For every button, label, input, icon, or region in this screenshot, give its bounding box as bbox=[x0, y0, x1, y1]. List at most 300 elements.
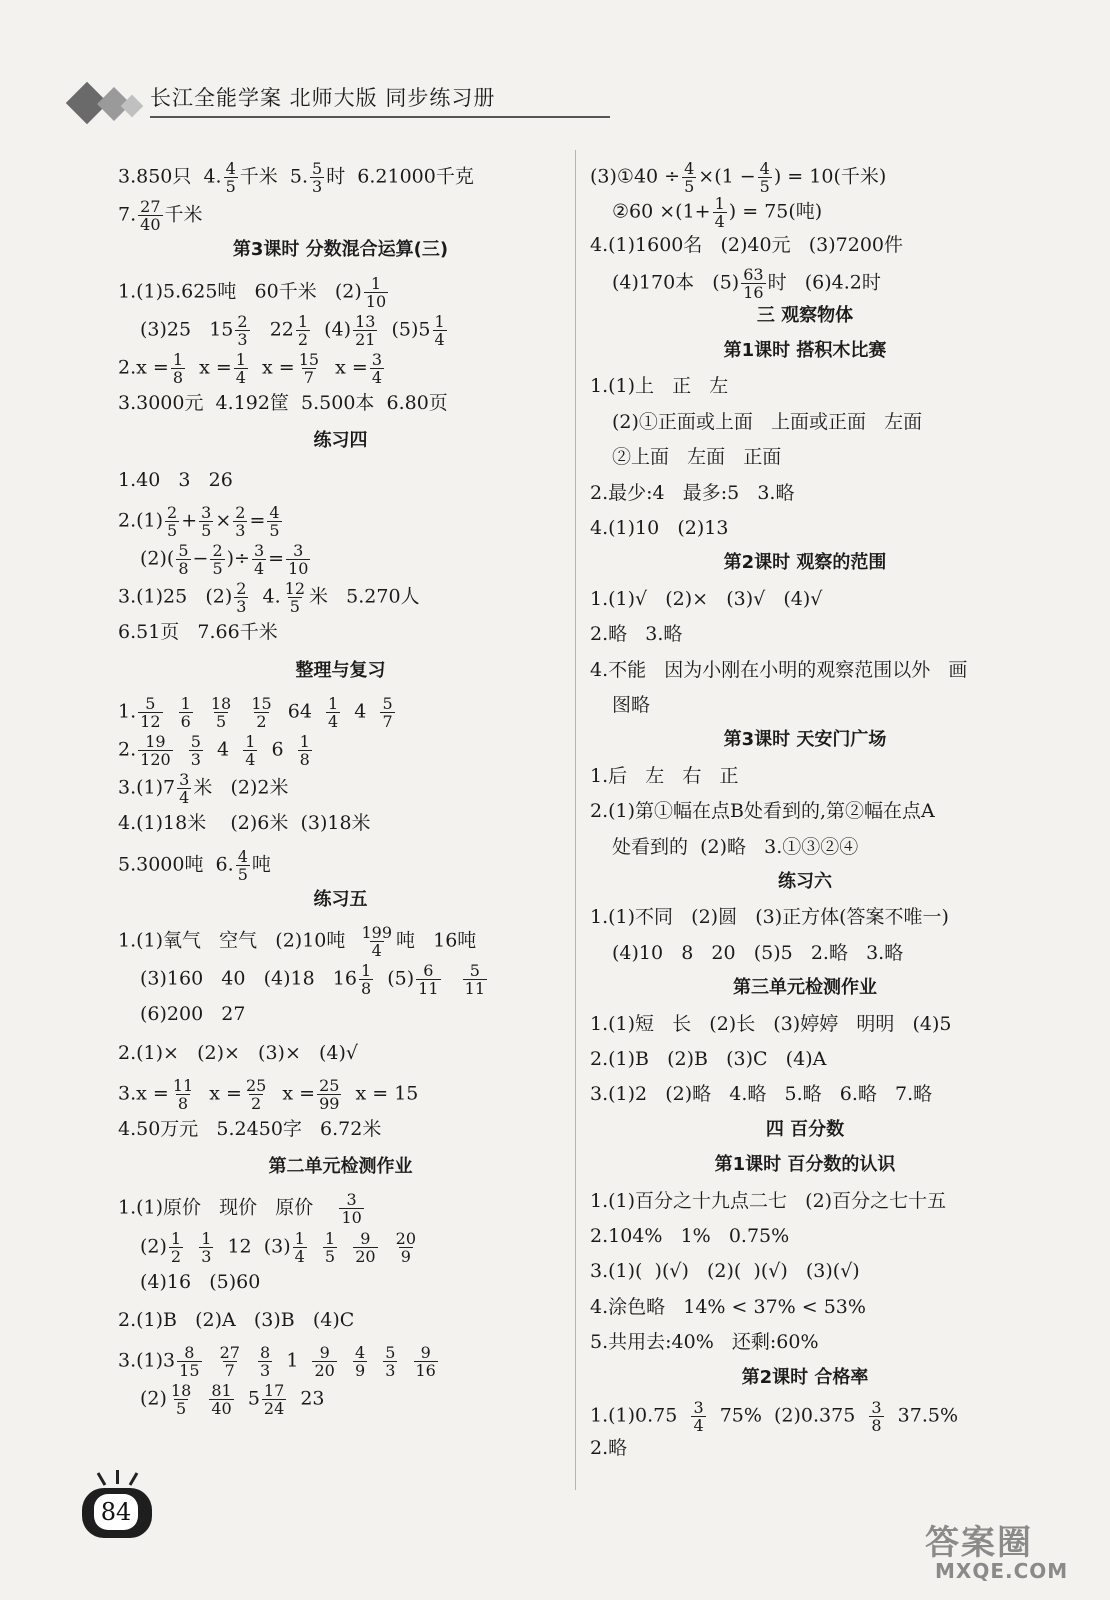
answer-text: 3.(1)25 (2) bbox=[118, 585, 233, 608]
ray-icon bbox=[97, 1472, 107, 1486]
answer-text: = bbox=[268, 547, 285, 570]
answer-text: 4.涂色略 14% < 37% < 53% bbox=[590, 1295, 866, 1318]
answer-text: 4.50万元 5.2450字 6.72米 bbox=[118, 1118, 382, 1140]
answer-text: 2.略 3.略 bbox=[590, 623, 683, 646]
fraction-denominator: 4 bbox=[434, 329, 445, 349]
answer-text: 3.(1)7 bbox=[118, 776, 176, 799]
fraction bbox=[359, 924, 394, 959]
answer-line bbox=[118, 1077, 418, 1112]
answer-line bbox=[140, 1268, 260, 1296]
answer-text: 37.5% bbox=[885, 1404, 959, 1427]
fraction bbox=[317, 1077, 341, 1112]
fraction-denominator: 2 bbox=[170, 1246, 182, 1266]
answer-line bbox=[140, 1382, 325, 1417]
fraction bbox=[323, 1230, 337, 1265]
fraction-denominator: 9 bbox=[400, 1246, 411, 1266]
fraction-numerator: 5 bbox=[145, 693, 156, 713]
fraction-numerator: 13 bbox=[355, 311, 376, 331]
answer-text: (2) bbox=[140, 1235, 167, 1258]
section-heading-text: 第1课时 搭积木比赛 bbox=[723, 340, 887, 361]
answer-line bbox=[590, 514, 728, 542]
fraction-denominator: 3 bbox=[237, 329, 248, 349]
answer-line bbox=[590, 656, 967, 684]
answer-text: 2.(1)× (2)× (3)× (4)√ bbox=[118, 1041, 359, 1064]
fraction-denominator: 24 bbox=[263, 1399, 285, 1419]
fraction-numerator: 2 bbox=[212, 541, 223, 560]
watermark bbox=[905, 1515, 1100, 1590]
fraction bbox=[283, 580, 307, 615]
fraction-numerator: 63 bbox=[743, 265, 764, 285]
answer-text bbox=[399, 1350, 411, 1372]
fraction bbox=[869, 1399, 883, 1434]
fraction-denominator: 15 bbox=[179, 1361, 200, 1381]
answer-text: 2.最少:4 最多:5 3.略 bbox=[590, 481, 795, 504]
fraction-numerator: 9 bbox=[319, 1343, 330, 1363]
fraction bbox=[138, 198, 162, 233]
section-heading bbox=[118, 657, 563, 685]
fraction bbox=[189, 733, 203, 768]
answer-text bbox=[235, 700, 247, 722]
answer-text: 2.略 bbox=[590, 1437, 628, 1460]
answer-text: 4. bbox=[250, 585, 281, 608]
fraction bbox=[224, 160, 238, 195]
fraction bbox=[258, 1344, 272, 1379]
fraction bbox=[177, 771, 191, 806]
fraction-numerator: 27 bbox=[219, 1343, 240, 1363]
fraction-numerator: 1 bbox=[370, 273, 382, 293]
fraction-numerator: 20 bbox=[395, 1228, 417, 1248]
answer-text: 时 (6)4.2时 bbox=[767, 271, 881, 294]
fraction bbox=[252, 542, 266, 577]
answer-text bbox=[380, 1235, 392, 1257]
answer-line bbox=[590, 160, 886, 195]
fraction bbox=[713, 195, 727, 230]
answer-text: 1. bbox=[118, 700, 137, 723]
answer-line bbox=[590, 1399, 958, 1434]
answer-line bbox=[118, 1039, 358, 1067]
answer-text: (4)16 (5)60 bbox=[140, 1270, 261, 1293]
answer-text: 1 bbox=[274, 1349, 311, 1372]
fraction-numerator: 1 bbox=[235, 350, 246, 369]
fraction bbox=[176, 542, 190, 577]
fraction bbox=[463, 962, 487, 997]
fraction-numerator: 27 bbox=[140, 197, 161, 217]
answer-line bbox=[118, 924, 476, 959]
answer-text: (3)①40 ÷ bbox=[590, 165, 681, 188]
answer-text: 3.3000元 4.192筐 5.500本 6.80页 bbox=[118, 392, 448, 415]
section-heading-text: 练习六 bbox=[778, 871, 832, 892]
answer-text: 1.(1)不同 (2)圆 (3)正方体(答案不唯一) bbox=[590, 906, 949, 929]
fraction bbox=[171, 351, 185, 386]
section-heading-text: 第1课时 百分数的认识 bbox=[714, 1154, 896, 1176]
answer-line bbox=[612, 691, 650, 719]
answer-text: 1.(1)上 正 左 bbox=[590, 375, 729, 398]
fraction-numerator: 3 bbox=[346, 1190, 357, 1210]
answer-text: (2)①正面或上面 上面或正面 左面 bbox=[612, 410, 923, 433]
answer-line bbox=[590, 903, 949, 931]
answer-line bbox=[118, 1191, 366, 1226]
answer-text: 5.共用去:40% 还剩:60% bbox=[590, 1331, 819, 1354]
answer-text: (5) bbox=[375, 967, 415, 990]
fraction-denominator: 5 bbox=[759, 177, 770, 196]
header-rule bbox=[150, 116, 610, 118]
answer-line bbox=[612, 266, 881, 301]
section-heading bbox=[118, 427, 563, 455]
fraction-numerator: 8 bbox=[260, 1343, 271, 1363]
fraction bbox=[169, 1230, 183, 1265]
answer-text: 3.(1)2 (2)略 4.略 5.略 6.略 7.略 bbox=[590, 1083, 933, 1106]
fraction bbox=[339, 1191, 363, 1226]
fraction-denominator: 20 bbox=[355, 1246, 376, 1266]
answer-line bbox=[590, 372, 728, 400]
fraction bbox=[233, 504, 247, 539]
fraction bbox=[209, 695, 233, 730]
fraction-numerator: 5 bbox=[469, 961, 480, 981]
fraction-numerator: 18 bbox=[170, 1381, 192, 1401]
answer-text bbox=[339, 1350, 351, 1372]
fraction bbox=[267, 504, 281, 539]
answer-line bbox=[118, 351, 386, 386]
answer-text: x = 15 bbox=[343, 1082, 419, 1105]
fraction bbox=[433, 313, 447, 348]
fraction-numerator: 2 bbox=[235, 502, 246, 522]
answer-text bbox=[369, 1350, 381, 1372]
fraction-denominator: 5 bbox=[212, 559, 223, 578]
answer-text: + bbox=[181, 509, 198, 532]
fraction-denominator: 8 bbox=[177, 1093, 189, 1113]
answer-line bbox=[140, 962, 489, 997]
ray-icon bbox=[129, 1472, 139, 1486]
answer-text: 1.(1)原价 现价 原价 bbox=[118, 1196, 338, 1219]
fraction-denominator: 5 bbox=[289, 597, 300, 617]
answer-text: (3)160 40 (4)18 16 bbox=[140, 967, 357, 990]
answer-text bbox=[195, 1388, 207, 1410]
answer-line bbox=[118, 848, 271, 883]
answer-text: 2.x = bbox=[118, 356, 169, 379]
fraction-denominator: 3 bbox=[201, 1246, 212, 1266]
fraction-denominator: 16 bbox=[415, 1361, 436, 1381]
section-heading bbox=[590, 726, 1020, 754]
fraction-numerator: 3 bbox=[179, 770, 190, 790]
answer-text: = bbox=[249, 509, 266, 532]
answer-text: (3)25 15 bbox=[140, 318, 234, 341]
fraction-denominator: 4 bbox=[371, 941, 382, 960]
answer-text: 3.(1)( )(√) (2)( )(√) (3)(√) bbox=[590, 1260, 860, 1283]
answer-line bbox=[590, 1434, 627, 1462]
fraction-numerator: 4 bbox=[225, 159, 236, 178]
answer-text bbox=[195, 700, 207, 722]
fraction bbox=[249, 695, 273, 730]
fraction-numerator: 1 bbox=[297, 311, 309, 331]
fraction-denominator: 2 bbox=[256, 711, 267, 731]
fraction bbox=[138, 695, 162, 730]
fraction-numerator: 1 bbox=[172, 350, 183, 369]
answer-text: 千米 5. bbox=[239, 165, 309, 188]
fraction-denominator: 99 bbox=[319, 1093, 340, 1113]
answer-text: 1.(1)5.625吨 60千米 (2) bbox=[118, 280, 362, 303]
answer-text bbox=[443, 968, 461, 990]
answer-text: x = bbox=[249, 356, 295, 379]
fraction-denominator: 4 bbox=[245, 750, 256, 769]
fraction-numerator: 11 bbox=[172, 1075, 194, 1095]
fraction-denominator: 10 bbox=[288, 559, 309, 578]
answer-text: 时 6.21000千克 bbox=[326, 165, 474, 188]
ray-icon bbox=[116, 1470, 119, 1484]
answer-line bbox=[590, 1080, 932, 1108]
fraction-denominator: 11 bbox=[418, 979, 439, 999]
header-title: 长江全能学案 北师大版 同步练习册 bbox=[150, 86, 496, 110]
fraction-numerator: 2 bbox=[237, 311, 248, 331]
fraction-denominator: 6 bbox=[180, 711, 191, 731]
fraction bbox=[370, 351, 384, 386]
fraction-denominator: 7 bbox=[303, 368, 314, 387]
fraction-numerator: 5 bbox=[312, 159, 323, 178]
fraction bbox=[741, 266, 765, 301]
fraction bbox=[297, 351, 321, 386]
answer-line bbox=[118, 275, 390, 310]
fraction-denominator: 4 bbox=[371, 368, 383, 387]
fraction-numerator: 1 bbox=[360, 961, 372, 981]
fraction-denominator: 10 bbox=[365, 291, 387, 311]
fraction bbox=[359, 962, 373, 997]
answer-text: 2.(1) bbox=[118, 509, 164, 532]
answer-text: x = bbox=[270, 1082, 316, 1105]
fraction-denominator: 10 bbox=[341, 1208, 362, 1228]
fraction-numerator: 12 bbox=[284, 579, 306, 599]
fraction-denominator: 2 bbox=[297, 329, 309, 349]
fraction bbox=[234, 351, 248, 386]
fraction bbox=[234, 580, 248, 615]
answer-text: 5 bbox=[235, 1387, 260, 1410]
fraction-denominator: 5 bbox=[237, 864, 248, 884]
answer-line bbox=[118, 160, 474, 195]
answer-text: (6)200 27 bbox=[140, 1003, 246, 1026]
answer-text: (4)10 8 20 (5)5 2.略 3.略 bbox=[612, 941, 904, 964]
answer-text: 2. bbox=[118, 738, 137, 761]
fraction-numerator: 3 bbox=[693, 1398, 704, 1417]
fraction bbox=[691, 1399, 705, 1434]
answer-text: 米 5.270人 bbox=[309, 585, 420, 608]
fraction-denominator: 5 bbox=[215, 711, 227, 731]
answer-line bbox=[118, 580, 420, 615]
answer-text: x = bbox=[323, 356, 368, 379]
fraction bbox=[243, 733, 257, 768]
fraction-numerator: 5 bbox=[385, 1343, 396, 1363]
fraction bbox=[298, 733, 312, 768]
answer-text bbox=[175, 739, 187, 761]
fraction-numerator: 4 bbox=[269, 502, 280, 522]
answer-text: 米 (2)2米 bbox=[193, 776, 289, 799]
answer-line bbox=[590, 231, 903, 259]
section-heading bbox=[590, 1116, 1020, 1144]
answer-text: 4 bbox=[204, 738, 242, 761]
answer-text: 2.104% 1% 0.75% bbox=[590, 1225, 790, 1247]
fraction bbox=[171, 1077, 195, 1112]
fraction-numerator: 17 bbox=[263, 1381, 285, 1401]
answer-text: 2.(1)第①幅在点B处看到的,第②幅在点A bbox=[590, 800, 935, 823]
fraction-denominator: 12 bbox=[140, 711, 161, 731]
answer-text: 6 bbox=[259, 738, 296, 761]
fraction bbox=[138, 733, 173, 768]
answer-text: 1.(1)百分之十九点二七 (2)百分之七十五 bbox=[590, 1189, 947, 1212]
answer-text: 1.(1)0.75 bbox=[590, 1404, 690, 1427]
fraction-numerator: 4 bbox=[237, 846, 248, 866]
section-heading bbox=[590, 549, 1020, 577]
answer-text: 1.(1)氧气 空气 (2)10吨 bbox=[118, 929, 358, 952]
answer-line bbox=[590, 1328, 819, 1356]
column-divider bbox=[575, 150, 576, 1490]
fraction bbox=[165, 504, 179, 539]
answer-line bbox=[590, 797, 935, 825]
answer-text: 2.(1)B (2)A (3)B (4)C bbox=[118, 1309, 355, 1331]
fraction bbox=[286, 542, 310, 577]
section-heading-text: 第2课时 观察的范围 bbox=[723, 552, 887, 574]
answer-line bbox=[590, 1257, 860, 1285]
fraction-numerator: 9 bbox=[360, 1228, 371, 1248]
section-heading-text: 整理与复习 bbox=[295, 659, 386, 681]
watermark-en: MXQE.COM bbox=[935, 1559, 1069, 1583]
answer-line bbox=[118, 389, 448, 417]
fraction-denominator: 5 bbox=[324, 1246, 336, 1266]
answer-text bbox=[339, 1235, 351, 1257]
fraction bbox=[296, 313, 310, 348]
answer-text: × bbox=[215, 509, 232, 532]
answer-line bbox=[118, 809, 371, 837]
fraction bbox=[380, 695, 394, 730]
answer-line bbox=[590, 1293, 866, 1321]
fraction-numerator: 5 bbox=[178, 541, 189, 560]
answer-line bbox=[118, 504, 284, 539]
section-heading bbox=[118, 236, 563, 264]
answer-line bbox=[118, 733, 314, 768]
answer-text bbox=[244, 1350, 256, 1372]
fraction-denominator: 21 bbox=[355, 329, 376, 349]
answer-text: 处看到的 (2)略 3.①③②④ bbox=[612, 835, 859, 858]
fraction-numerator: 4 bbox=[684, 159, 695, 178]
fraction-numerator: 19 bbox=[145, 732, 166, 751]
fraction-denominator: 5 bbox=[269, 520, 280, 540]
fraction bbox=[209, 1382, 233, 1417]
answer-line bbox=[612, 443, 781, 471]
section-heading-text: 四 百分数 bbox=[765, 1118, 845, 1140]
answer-line bbox=[118, 618, 278, 646]
fraction-numerator: 1 bbox=[294, 1228, 305, 1248]
answer-text: (4)170本 (5) bbox=[612, 271, 740, 294]
answer-text: 1.(1)√ (2)× (3)√ (4)√ bbox=[590, 587, 823, 610]
section-heading-text: 三 观察物体 bbox=[756, 304, 854, 326]
section-heading-text: 练习五 bbox=[313, 888, 368, 910]
page-header bbox=[62, 70, 582, 140]
fraction-denominator: 4 bbox=[328, 711, 339, 731]
answer-line bbox=[118, 466, 233, 494]
answer-line bbox=[590, 1187, 946, 1215]
fraction-denominator: 11 bbox=[464, 979, 486, 999]
answer-line bbox=[590, 762, 738, 790]
fraction bbox=[758, 160, 772, 195]
fraction-denominator: 8 bbox=[178, 559, 189, 578]
answer-text: 3.x = bbox=[118, 1082, 169, 1105]
answer-text bbox=[185, 1235, 197, 1257]
fraction-denominator: 5 bbox=[167, 520, 178, 540]
page-number-badge bbox=[72, 1470, 162, 1540]
section-heading bbox=[590, 302, 1020, 330]
answer-line bbox=[590, 1010, 951, 1038]
answer-text: (2)( bbox=[140, 547, 175, 570]
answer-line bbox=[118, 1344, 440, 1379]
answer-line bbox=[612, 195, 822, 230]
fraction-numerator: 25 bbox=[245, 1075, 267, 1095]
fraction-denominator: 4 bbox=[714, 212, 725, 232]
fraction-denominator: 3 bbox=[385, 1361, 396, 1381]
answer-text: 2.(1)B (2)B (3)C (4)A bbox=[590, 1048, 827, 1070]
answer-line bbox=[590, 479, 794, 507]
fraction bbox=[244, 1077, 268, 1112]
fraction-numerator: 1 bbox=[714, 194, 725, 214]
answer-line bbox=[140, 1000, 245, 1028]
fraction-denominator: 8 bbox=[871, 1416, 882, 1435]
fraction-numerator: 1 bbox=[434, 311, 445, 331]
fraction-denominator: 3 bbox=[235, 520, 246, 540]
fraction bbox=[262, 1382, 286, 1417]
answer-text: 6.51页 7.66千米 bbox=[118, 621, 278, 644]
section-heading-text: 第三单元检测作业 bbox=[733, 977, 877, 999]
fraction-numerator: 9 bbox=[420, 1343, 431, 1363]
answer-line bbox=[118, 198, 203, 233]
watermark-cn: 答案圈 bbox=[925, 1523, 1033, 1563]
fraction-numerator: 3 bbox=[253, 541, 265, 560]
answer-text: 图略 bbox=[612, 694, 651, 716]
answer-text: 7. bbox=[118, 203, 137, 226]
fraction-denominator: 8 bbox=[299, 750, 310, 769]
fraction bbox=[169, 1382, 193, 1417]
fraction bbox=[383, 1344, 397, 1379]
fraction bbox=[179, 695, 193, 730]
answer-text: 1.(1)短 长 (2)长 (3)婷婷 明明 (4)5 bbox=[590, 1012, 952, 1035]
fraction-numerator: 3 bbox=[871, 1398, 882, 1417]
answer-text bbox=[204, 1350, 216, 1372]
fraction-denominator: 16 bbox=[743, 283, 764, 303]
fraction bbox=[326, 695, 340, 730]
fraction-denominator: 40 bbox=[140, 215, 161, 235]
fraction-numerator: 199 bbox=[361, 923, 392, 942]
answer-text: 4.(1)18米 (2)6米 (3)18米 bbox=[118, 812, 371, 835]
fraction bbox=[199, 1230, 213, 1265]
fraction-denominator: 4 bbox=[235, 368, 246, 387]
answer-text: 吨 16吨 bbox=[396, 929, 477, 952]
section-heading bbox=[590, 1151, 1020, 1179]
answer-text: 吨 bbox=[251, 853, 271, 876]
fraction bbox=[414, 1344, 438, 1379]
answer-text: 3.(1)3 bbox=[118, 1349, 176, 1372]
answer-text: 64 bbox=[275, 700, 325, 723]
section-heading bbox=[590, 337, 1020, 365]
section-heading bbox=[118, 886, 563, 914]
answer-text: ) = 75(吨) bbox=[728, 200, 823, 223]
fraction-denominator: 20 bbox=[314, 1361, 335, 1381]
answer-text: 4.不能 因为小刚在小明的观察范围以外 画 bbox=[590, 658, 968, 681]
fraction-numerator: 25 bbox=[319, 1075, 340, 1095]
fraction bbox=[235, 313, 249, 348]
fraction-denominator: 40 bbox=[211, 1399, 232, 1419]
fraction-numerator: 8 bbox=[184, 1343, 195, 1363]
section-heading bbox=[590, 868, 1020, 896]
fraction-denominator: 5 bbox=[684, 177, 695, 196]
fraction bbox=[364, 275, 388, 310]
answer-text: 3.850只 4. bbox=[118, 165, 222, 188]
fraction bbox=[199, 504, 213, 539]
answer-text: ) = 10(千米) bbox=[773, 165, 887, 188]
fraction bbox=[236, 848, 250, 883]
